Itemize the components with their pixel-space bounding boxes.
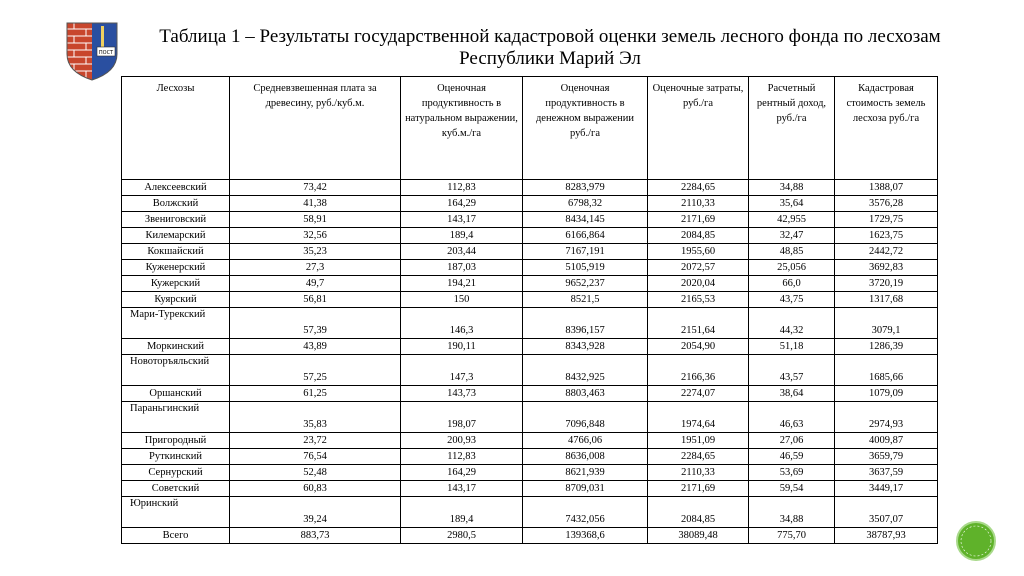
header-cadastral-value: Кадастровая стоимость земель лесхоза руб./га <box>835 77 938 180</box>
table-row <box>122 449 938 465</box>
row-value-2: 112,83 <box>401 180 523 196</box>
row-value-2: 203,44 <box>401 244 523 260</box>
cadastral-table <box>121 76 938 544</box>
row-value-6: 1079,09 <box>835 386 938 402</box>
row-value-1: 49,7 <box>230 276 401 292</box>
row-value-5: 34,88 <box>749 180 835 196</box>
row-value-6: 1286,39 <box>835 339 938 355</box>
row-value-4: 2171,69 <box>648 212 749 228</box>
row-value-1: 57,25 <box>230 355 401 386</box>
row-leshoz-name: Волжский <box>122 196 230 212</box>
header-productivity-money: Оценочная продуктивность в денежном выражении руб./га <box>523 77 648 180</box>
row-value-3: 8434,145 <box>523 212 648 228</box>
row-leshoz-name: Куженерский <box>122 260 230 276</box>
row-value-1: 23,72 <box>230 433 401 449</box>
row-value-6: 3637,59 <box>835 465 938 481</box>
row-value-3: 8343,928 <box>523 339 648 355</box>
table-row <box>122 260 938 276</box>
row-value-4: 2151,64 <box>648 308 749 339</box>
table-row <box>122 528 938 544</box>
row-value-1: 73,42 <box>230 180 401 196</box>
row-value-2: 143,73 <box>401 386 523 402</box>
row-value-6: 1388,07 <box>835 180 938 196</box>
row-leshoz-name: Куярский <box>122 292 230 308</box>
row-value-6: 3507,07 <box>835 497 938 528</box>
row-value-5: 43,75 <box>749 292 835 308</box>
row-value-5: 775,70 <box>749 528 835 544</box>
table-row <box>122 339 938 355</box>
row-value-1: 43,89 <box>230 339 401 355</box>
row-value-1: 35,23 <box>230 244 401 260</box>
table-row <box>122 308 938 339</box>
row-value-2: 143,17 <box>401 212 523 228</box>
row-leshoz-name: Сернурский <box>122 465 230 481</box>
table-row <box>122 386 938 402</box>
row-value-5: 34,88 <box>749 497 835 528</box>
table-row <box>122 465 938 481</box>
row-value-1: 35,83 <box>230 402 401 433</box>
table-row <box>122 244 938 260</box>
row-leshoz-name: Кужерский <box>122 276 230 292</box>
row-value-5: 53,69 <box>749 465 835 481</box>
table-row <box>122 228 938 244</box>
row-value-4: 1951,09 <box>648 433 749 449</box>
row-value-2: 164,29 <box>401 465 523 481</box>
header-rent-income: Расчетный рентный доход, руб./га <box>749 77 835 180</box>
row-value-6: 2974,93 <box>835 402 938 433</box>
page-title: Таблица 1 – Результаты государственной кадастровой оценки земель лесного фонда по лесхозам Республики Марий Эл <box>159 26 941 69</box>
row-value-4: 2110,33 <box>648 196 749 212</box>
row-value-2: 164,29 <box>401 196 523 212</box>
row-value-6: 3576,28 <box>835 196 938 212</box>
row-value-6: 1317,68 <box>835 292 938 308</box>
row-value-5: 35,64 <box>749 196 835 212</box>
table-row <box>122 402 938 433</box>
row-value-5: 51,18 <box>749 339 835 355</box>
row-value-4: 1955,60 <box>648 244 749 260</box>
row-value-3: 8432,925 <box>523 355 648 386</box>
row-value-6: 2442,72 <box>835 244 938 260</box>
row-value-5: 27,06 <box>749 433 835 449</box>
row-leshoz-name: Моркинский <box>122 339 230 355</box>
table-row <box>122 276 938 292</box>
row-value-5: 66,0 <box>749 276 835 292</box>
row-value-5: 46,63 <box>749 402 835 433</box>
row-value-4: 2020,04 <box>648 276 749 292</box>
row-value-3: 7096,848 <box>523 402 648 433</box>
row-value-5: 48,85 <box>749 244 835 260</box>
row-value-3: 8709,031 <box>523 481 648 497</box>
row-value-1: 60,83 <box>230 481 401 497</box>
row-leshoz-name: Новоторъяльский <box>122 355 230 386</box>
row-value-2: 143,17 <box>401 481 523 497</box>
row-value-5: 25,056 <box>749 260 835 276</box>
row-value-4: 2084,85 <box>648 228 749 244</box>
row-value-3: 8283,979 <box>523 180 648 196</box>
row-value-4: 2171,69 <box>648 481 749 497</box>
coat-of-arms-logo <box>64 20 120 82</box>
row-leshoz-name: Юринский <box>122 497 230 528</box>
row-value-6: 3720,19 <box>835 276 938 292</box>
table-row <box>122 355 938 386</box>
table-body <box>122 180 938 544</box>
row-value-3: 9652,237 <box>523 276 648 292</box>
row-value-3: 6166,864 <box>523 228 648 244</box>
row-leshoz-name: Звениговский <box>122 212 230 228</box>
row-value-5: 32,47 <box>749 228 835 244</box>
row-value-1: 61,25 <box>230 386 401 402</box>
logo-caption: ПОСТ <box>98 50 114 56</box>
row-value-1: 27,3 <box>230 260 401 276</box>
table-row <box>122 433 938 449</box>
row-value-5: 43,57 <box>749 355 835 386</box>
row-value-3: 8803,463 <box>523 386 648 402</box>
row-leshoz-name: Кокшайский <box>122 244 230 260</box>
row-leshoz-name: Мари-Турекский <box>122 308 230 339</box>
row-value-1: 39,24 <box>230 497 401 528</box>
row-value-2: 190,11 <box>401 339 523 355</box>
row-value-2: 146,3 <box>401 308 523 339</box>
row-value-1: 883,73 <box>230 528 401 544</box>
table-row <box>122 180 938 196</box>
row-value-1: 32,56 <box>230 228 401 244</box>
row-value-2: 189,4 <box>401 228 523 244</box>
row-value-2: 147,3 <box>401 355 523 386</box>
table-row <box>122 196 938 212</box>
row-value-1: 41,38 <box>230 196 401 212</box>
row-leshoz-name: Параньгинский <box>122 402 230 433</box>
row-value-5: 38,64 <box>749 386 835 402</box>
row-value-4: 1974,64 <box>648 402 749 433</box>
row-value-3: 8636,008 <box>523 449 648 465</box>
table-row <box>122 292 938 308</box>
row-value-3: 6798,32 <box>523 196 648 212</box>
row-value-4: 2284,65 <box>648 180 749 196</box>
row-value-1: 76,54 <box>230 449 401 465</box>
row-value-3: 7432,056 <box>523 497 648 528</box>
header-avg-price: Средневзвешенная плата за древесину, руб./куб.м. <box>230 77 401 180</box>
row-value-4: 2072,57 <box>648 260 749 276</box>
green-circle-badge <box>955 520 997 562</box>
row-value-2: 187,03 <box>401 260 523 276</box>
row-leshoz-name: Килемарский <box>122 228 230 244</box>
row-value-6: 3692,83 <box>835 260 938 276</box>
header-leshoz: Лесхозы <box>122 77 230 180</box>
row-leshoz-name: Пригородный <box>122 433 230 449</box>
row-value-3: 8396,157 <box>523 308 648 339</box>
row-value-3: 8521,5 <box>523 292 648 308</box>
row-value-5: 59,54 <box>749 481 835 497</box>
row-value-4: 2084,85 <box>648 497 749 528</box>
row-value-6: 3659,79 <box>835 449 938 465</box>
header-productivity-natural: Оценочная продуктивность в натуральном выражении, куб.м./га <box>401 77 523 180</box>
table-row <box>122 497 938 528</box>
row-value-2: 200,93 <box>401 433 523 449</box>
row-leshoz-name: Алексеевский <box>122 180 230 196</box>
row-leshoz-name: Всего <box>122 528 230 544</box>
row-value-5: 44,32 <box>749 308 835 339</box>
row-value-6: 1685,66 <box>835 355 938 386</box>
row-value-2: 189,4 <box>401 497 523 528</box>
row-value-4: 2054,90 <box>648 339 749 355</box>
row-value-5: 46,59 <box>749 449 835 465</box>
row-value-6: 1623,75 <box>835 228 938 244</box>
header-costs: Оценочные затраты, руб./га <box>648 77 749 180</box>
row-value-2: 2980,5 <box>401 528 523 544</box>
row-value-2: 194,21 <box>401 276 523 292</box>
row-value-6: 38787,93 <box>835 528 938 544</box>
row-leshoz-name: Оршанский <box>122 386 230 402</box>
row-value-6: 1729,75 <box>835 212 938 228</box>
row-leshoz-name: Советский <box>122 481 230 497</box>
row-value-4: 38089,48 <box>648 528 749 544</box>
row-value-4: 2110,33 <box>648 465 749 481</box>
row-value-2: 150 <box>401 292 523 308</box>
row-value-6: 3079,1 <box>835 308 938 339</box>
row-value-3: 4766,06 <box>523 433 648 449</box>
row-value-1: 58,91 <box>230 212 401 228</box>
row-value-3: 5105,919 <box>523 260 648 276</box>
row-value-4: 2166,36 <box>648 355 749 386</box>
table-row <box>122 481 938 497</box>
row-value-1: 56,81 <box>230 292 401 308</box>
row-value-4: 2165,53 <box>648 292 749 308</box>
row-value-3: 7167,191 <box>523 244 648 260</box>
row-value-3: 139368,6 <box>523 528 648 544</box>
row-value-1: 57,39 <box>230 308 401 339</box>
row-value-6: 4009,87 <box>835 433 938 449</box>
row-value-4: 2274,07 <box>648 386 749 402</box>
row-value-4: 2284,65 <box>648 449 749 465</box>
table-header-row <box>122 77 938 180</box>
row-value-5: 42,955 <box>749 212 835 228</box>
row-value-1: 52,48 <box>230 465 401 481</box>
row-value-2: 198,07 <box>401 402 523 433</box>
row-value-2: 112,83 <box>401 449 523 465</box>
row-value-6: 3449,17 <box>835 481 938 497</box>
row-value-3: 8621,939 <box>523 465 648 481</box>
row-leshoz-name: Руткинский <box>122 449 230 465</box>
table-row <box>122 212 938 228</box>
